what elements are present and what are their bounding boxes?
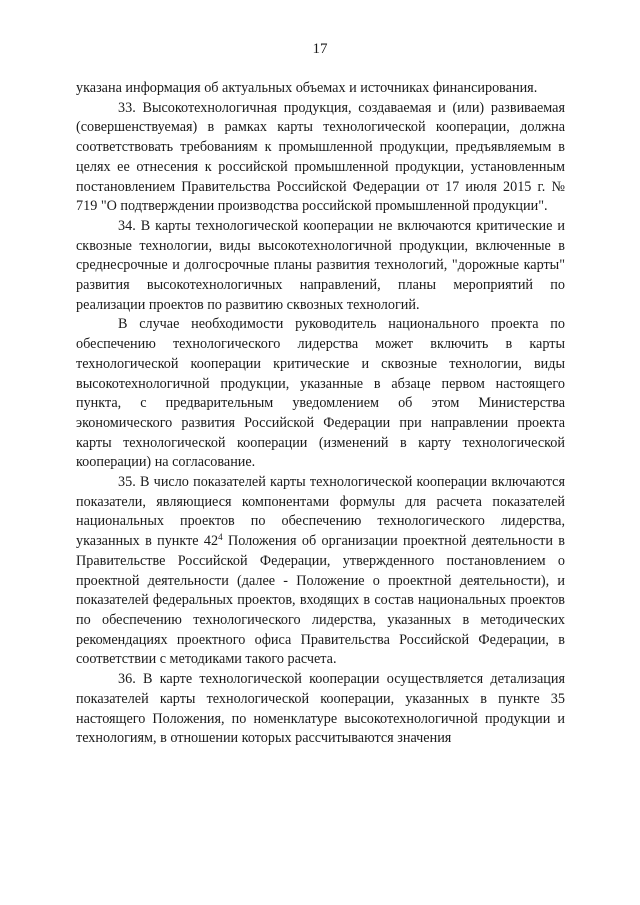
page-number: 17: [312, 41, 328, 57]
paragraph-35-superscript: 4: [218, 532, 223, 543]
paragraph-35-part-2: Положения об организации проектной деятельности в Правительстве Российской Федерации, утвержденного постановлением о проектной деятельности (далее - Положение о проектной деятельности), и показателей федеральных проектов, входящих в состав национальных проектов по обеспечению технологического лидерства, указанных в методических рекомендациях проектного офиса Правительства Российской Федерации, в соответствии с методиками такого расчета.: [76, 533, 565, 668]
paragraph-continuation: указана информация об актуальных объемах и источниках финансирования.: [76, 80, 538, 96]
document-body: [76, 79, 565, 749]
paragraph-35: [76, 473, 565, 670]
paragraph-34-second: В случае необходимости руководитель национального проекта по обеспечению технологического лидерства может включить в карты технологической кооперации критические и сквозные технологии, виды высокотехнологичной продукции, указанные в абзаце первом настоящего пункта, с предварительным уведомлением об этом Министерства экономического развития Российской Федерации при направлении проекта карты технологической кооперации (изменений в карту технологической кооперации) на согласование.: [76, 316, 565, 471]
paragraph-33: 33. Высокотехнологичная продукция, создаваемая и (или) развиваемая (совершенствуемая) в рамках карты технологической кооперации, должна соответствовать требованиям к промышленной продукции, предъявляемым в целях ее отнесения к российской промышленной продукции, установленным постановлением Правительства Российской Федерации от 17 июля 2015 г. № 719 "О подтверждении производства российской промышленной продукции".: [76, 99, 565, 215]
paragraph-36: 36. В карте технологической кооперации осуществляется детализация показателей карты технологической кооперации, указанных в пункте 35 настоящего Положения, по номенклатуре высокотехнологичной продукции и технологиям, в отношении которых рассчитываются значения: [76, 671, 565, 747]
paragraph-35-part-1: 35. В число показателей карты технологической кооперации включаются показатели, являющиеся компонентами формулы для расчета показателей национальных проектов по обеспечению технологического лидерства, указанных в пункте 42: [76, 474, 565, 550]
paragraph-34: 34. В карты технологической кооперации не включаются критические и сквозные технологии, виды высокотехнологичной продукции, включенные в среднесрочные и долгосрочные планы развития технологий, "дорожные карты" развития высокотехнологичных направлений, планы мероприятий по реализации проектов по развитию сквозных технологий.: [76, 217, 565, 313]
